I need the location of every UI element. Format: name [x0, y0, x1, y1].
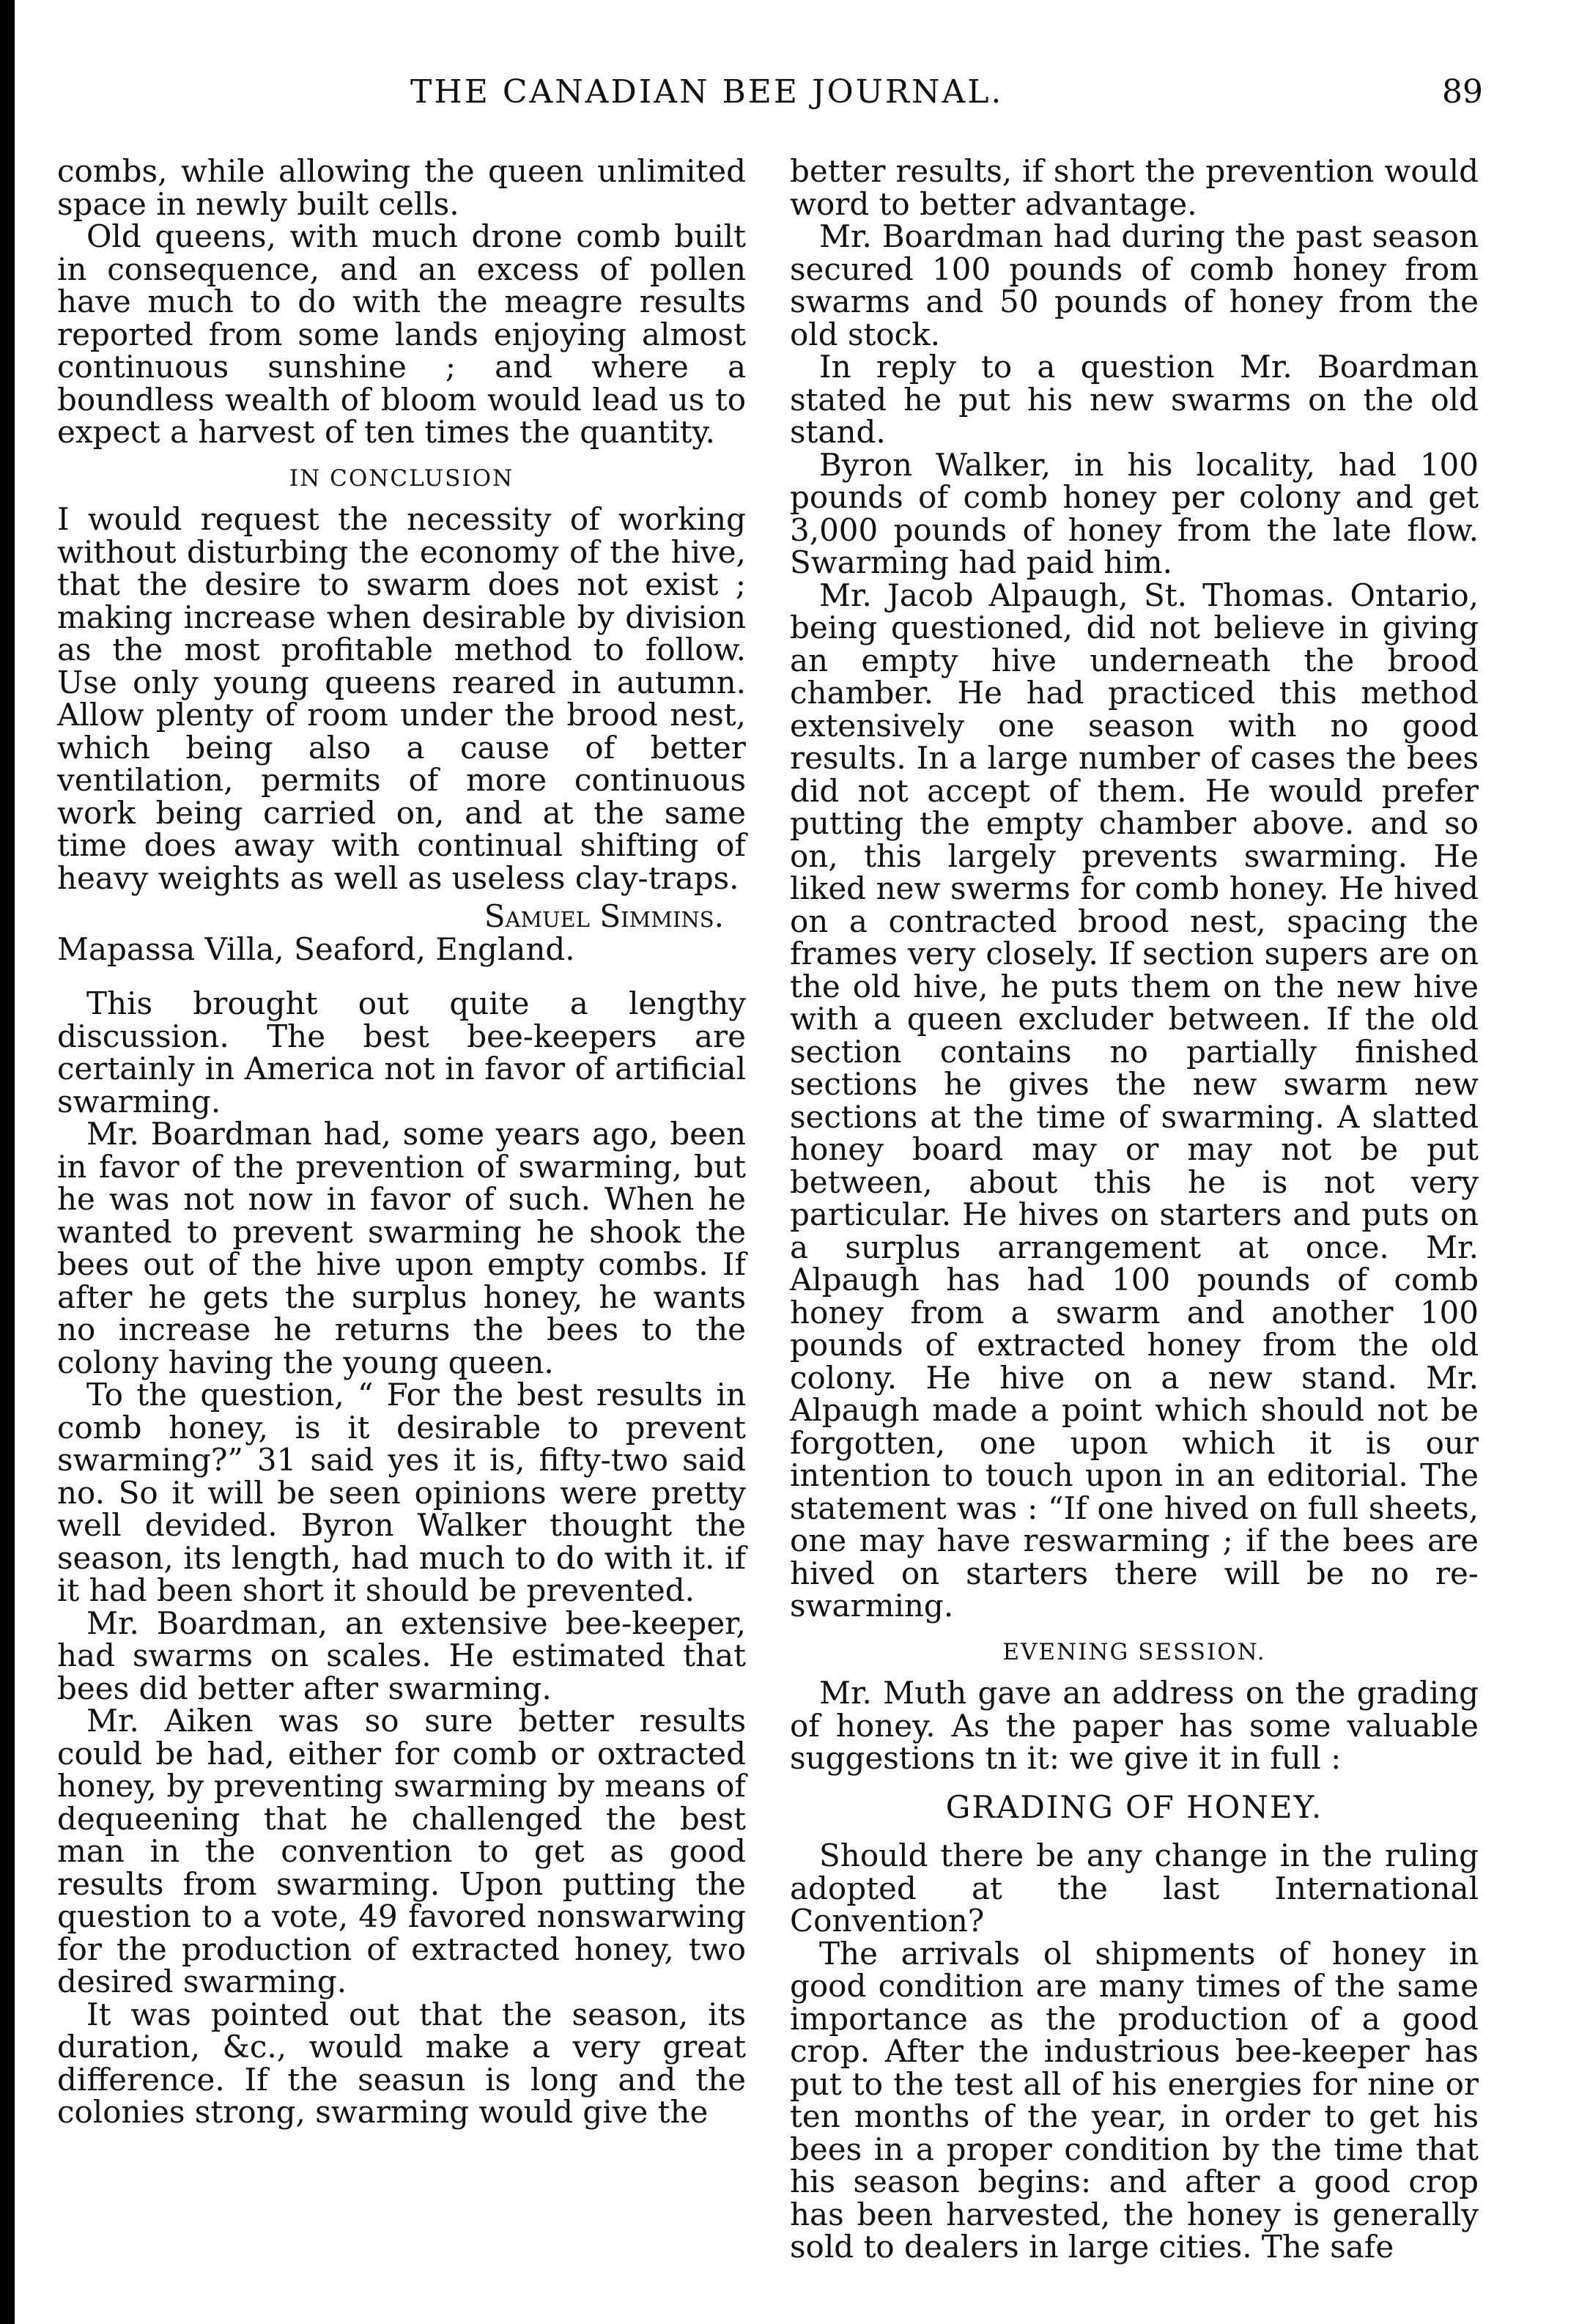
page-number: 89 [1442, 73, 1483, 111]
author-address: Mapassa Villa, Seaford, England. [57, 930, 575, 967]
article-title-grading: GRADING OF HONEY. [945, 1788, 1323, 1825]
paragraph: In reply to a question Mr. Boardman stated he put his new swarms on the old stand. [790, 349, 1479, 450]
section-heading-conclusion: IN CONCLUSION [289, 465, 514, 492]
paragraph: I would request the necessity of working without disturbing the economy of the hive, that the desire to swarm does not exist ; making increase when desirable by division as the most profitable method to follow. Use only young queens reared in autumn. Allow plenty of room under the brood nest, which being also a cause of better ventilation, permits of more continuous work being carried on, and at the same time does away with continual shifting of heavy weights as well as useless clay-traps. [57, 501, 746, 896]
running-title: THE CANADIAN BEE JOURNAL. [410, 73, 1004, 111]
paragraph: To the question, “ For the best results in comb honey, is it desirable to prevent swarming?” 31 said yes it is, fifty-two said no. So it will be seen opinions were pretty well devided. Byron Walker thought the season, its length, had much to do with it. if it had been short it should be prevented. [57, 1377, 746, 1608]
paragraph: Mr. Muth gave an address on the grading of honey. As the paper has some valuable suggestions tn it: we give it in full : [790, 1675, 1479, 1776]
paragraph: Mr. Boardman had, some years ago, been in favor of the prevention of swarming, but he was not now in favor of such. When he wanted to prevent swarming he shook the bees out of the hive upon empty combs. If after he gets the surplus honey, he wants no increase he returns the bees to the colony having the young queen. [57, 1116, 746, 1380]
paragraph: Byron Walker, in his locality, had 100 pounds of comb honey per colony and get 3,000 pounds of honey from the late flow. Swarming had paid him. [790, 446, 1479, 580]
paragraph: Should there be any change in the ruling adopted at the last International Convention? [790, 1838, 1479, 1939]
page-header [0, 73, 1590, 125]
paragraph: Mr. Aiken was so sure better results could be had, either for comb or oxtracted honey, by preventing swarming by means of dequeening that he challenged the best man in the convention to get as good results from swarming. Upon putting the question to a vote, 49 favored nonswarwing for the production of extracted honey, two desired swarming. [57, 1703, 746, 1999]
section-heading-evening: EVENING SESSION. [1002, 1638, 1266, 1665]
author-signature: Samuel Simmins. [484, 898, 724, 934]
paragraph: The arrivals ol shipments of honey in good condition are many times of the same importance as the production of a good crop. After the industrious bee-keeper has put to the test all of his energies for nine or ten months of the year, in order to get his bees in a proper condition by the time that his season begins: and after a good crop has been harvested, the honey is generally sold to dealers in large cities. The safe [790, 1935, 1479, 2265]
paragraph: Mr. Jacob Alpaugh, St. Thomas. Ontario, being questioned, did not believe in giving an empty hive underneath the brood chamber. He had practiced this method extensively one season with no good results. In a large number of cases the bees did not accept of them. He would prefer putting the empty chamber above. and so on, this largely prevents swarming. He liked new swerms for comb honey. He hived on a contracted brood nest, spacing the frames very closely. If section supers are on the old hive, he puts them on the new hive with a queen excluder between. If the old section contains no partially finished sections he gives the new swarm new sections at the time of swarming. A slatted honey board may or may not be put between, about this he is not very particular. He hives on starters and puts on a surplus arrangement at once. Mr. Alpaugh has had 100 pounds of comb honey from a swarm and another 100 pounds of extracted honey from the old colony. He hive on a new stand. Mr. Alpaugh made a point which should not be forgotten, one upon which it is our intention to touch upon in an editorial. The statement was : “If one hived on full sheets, one may have reswarming ; if the bees are hived on starters there will be no re-swarming. [790, 577, 1479, 1624]
paragraph: It was pointed out that the season, its duration, &c., would make a very great difference. If the seasun is long and the colonies strong, swarming would give the [57, 1996, 746, 2130]
paragraph: Mr. Boardman had during the past season secured 100 pounds of comb honey from swarms and 50 pounds of honey from the old stock. [790, 218, 1479, 352]
paragraph: combs, while allowing the queen unlimited space in newly built cells. [57, 153, 746, 222]
spacer [57, 966, 746, 988]
paragraph: Mr. Boardman, an extensive bee-keeper, had swarms on scales. He estimated that bees did better after swarming. [57, 1605, 746, 1706]
binding-edge [0, 0, 15, 2324]
right-column [790, 155, 1479, 2264]
paragraph: This brought out quite a lengthy discussion. The best bee-keepers are certainly in America not in favor of artificial swarming. [57, 985, 746, 1120]
left-column [57, 155, 746, 2129]
paragraph: Old queens, with much drone comb built in consequence, and an excess of pollen have much to do with the meagre results reported from some lands enjoying almost continuous sunshine ; and where a boundless wealth of bloom would lead us to expect a harvest of ten times the quantity. [57, 218, 746, 450]
paragraph: better results, if short the prevention would word to better advantage. [790, 153, 1479, 222]
